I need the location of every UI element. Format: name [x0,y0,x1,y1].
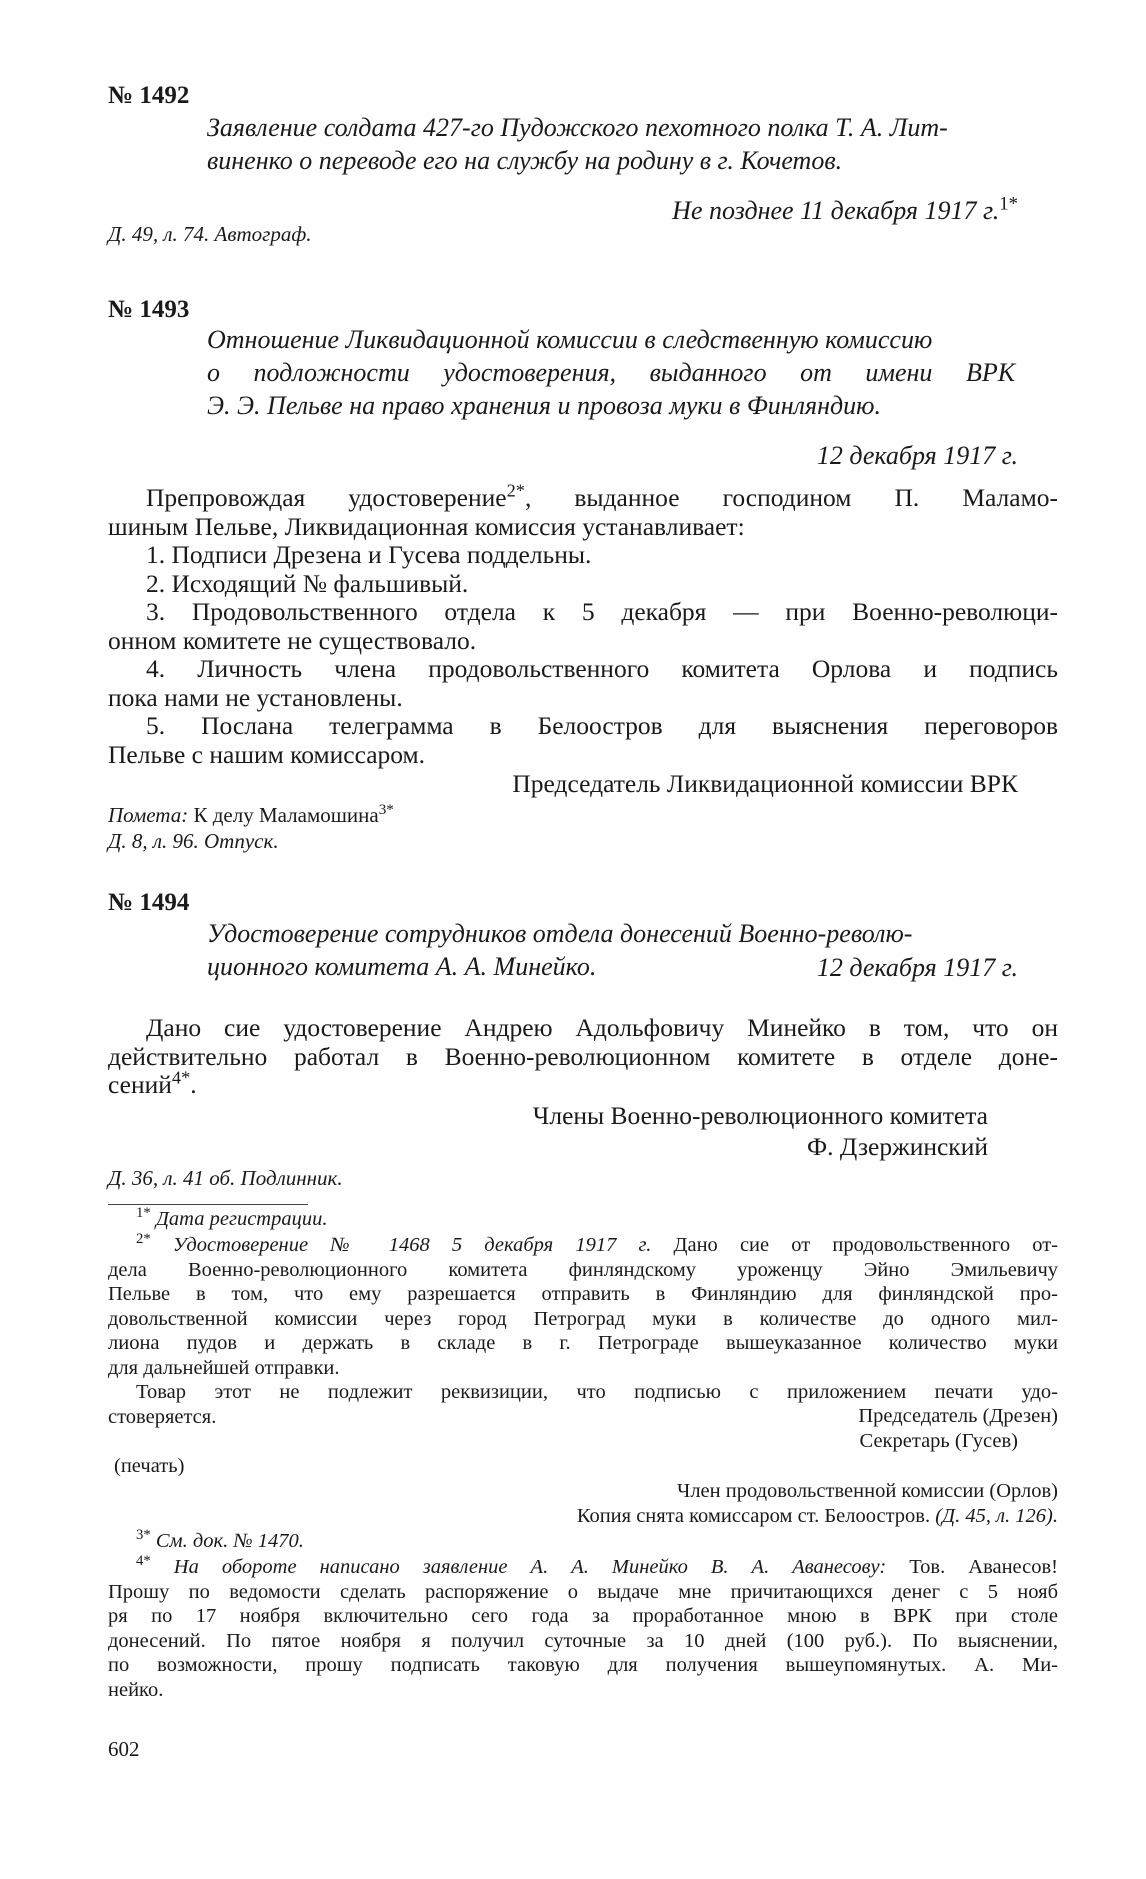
footnote-mark: 4* [136,1553,151,1570]
footnote-text: Дата регистрации. [155,1208,328,1230]
footnote-mark: 1* [136,1205,151,1222]
footnote-italic: На обороте написано заявление А. А. Минейко В. А. Аванесову: [173,1556,887,1578]
copy-note-text: Копия снята комиссаром ст. Белоостров. [576,1505,931,1527]
doc-1494-signature-title: Члены Военно-революционного комитета [532,1101,988,1130]
footnote-line: донесений. По пятое ноября я получил суточные за 10 дней (100 руб.). По выяснении, [108,1629,1058,1652]
doc-1494-title-line: Удостоверение сотрудников отдела донесений Военно-револю- [207,919,913,948]
list-item: онном комитете не существовало. [108,625,477,655]
doc-1494-source: Д. 36, л. 41 об. Подлинник. [108,1166,343,1190]
doc-1493-date: 12 декабря 1917 г. [816,441,1018,470]
list-item: Пельве с нашим комиссаром. [108,739,426,769]
doc-1492-number: № 1492 [108,82,190,109]
fn2-seal: (печать) [114,1455,185,1477]
footnote-3 [136,1527,304,1553]
doc-1492-date [672,193,1018,226]
page-number: 602 [108,1737,140,1761]
footnote-line: довольственной комиссии через город Петроград муки в количестве до одного мил- [108,1307,1058,1330]
list-item: 5. Послана телеграмма в Белоостров для выяснения переговоров [146,711,1058,740]
footnote-line: Пельве в том, что ему разрешается отправить в Финляндию для финляндской про- [108,1283,1058,1305]
doc-1494-signature-name: Ф. Дзержинский [807,1132,988,1161]
footnote-line [108,1555,1058,1580]
footnote-ref-3: 3* [378,802,394,818]
doc-1493-title-line: Отношение Ликвидационной комиссии в следственную комиссию [207,325,933,354]
doc-1493-title-line: о подложности удостоверения, выданного от имени ВРК [207,358,1015,387]
doc-1493-pometa [108,803,394,828]
footnote-line: по возможности, прошу подписать таковую для получения вышеупомянутых. А. Ми- [108,1654,1058,1676]
footnote-line: нейко. [108,1678,164,1701]
fn2-copy-note [577,1505,1058,1528]
fn2-signature-secretary: Секретарь (Гусев) [859,1430,1018,1452]
footnote-italic: Удостоверение № 1468 5 декабря 1917 г. [172,1234,652,1256]
footnote-line: лиона пудов и держать в складе в г. Петрограде вышеуказанное количество муки [108,1332,1058,1354]
doc-1492-title-line: Заявление солдата 427-го Пудожского пехотного полка Т. А. Лит- [207,113,948,142]
body-text: , выданное господином П. Маламо- [524,483,1058,512]
list-item: 4. Личность члена продовольственного комитета Орлова и подпись [146,654,1058,683]
doc-1494-title-line: ционного комитета А. А. Минейко. [207,952,597,981]
footnote-line: ря по 17 ноября включительно сего года за проработанное мною в ВРК при столе [108,1605,1058,1627]
footnote-text: Тов. Аванесов! [886,1556,1059,1578]
body-text: сений [108,1070,172,1099]
doc-1492-date-text: Не позднее 11 декабря 1917 г. [672,196,1000,225]
footnote-mark: 3* [136,1527,151,1544]
body-line: действительно работал в Военно-революционном комитете в отделе доне- [108,1041,1058,1071]
fn2-signature-chairman: Председатель (Дрезен) [858,1405,1058,1427]
fn2-signature-member: Член продовольственной комиссии (Орлов) [677,1480,1058,1502]
list-item: 1. Подписи Дрезена и Гусева поддельны. [146,540,592,569]
footnote-text: См. док. № 1470. [155,1530,304,1552]
footnote-line: дела Военно-революционного комитета финляндскому уроженцу Эйно Эмильевичу [108,1258,1058,1281]
doc-1494-date: 12 декабря 1917 г. [816,953,1018,982]
footnote-2 [108,1233,1058,1429]
body-line: сений$^{4*}$. [108,1067,197,1099]
footnote-ref-4: 4* [171,1067,191,1088]
footnote-line: стоверяется. [108,1405,217,1428]
footnote-1 [136,1205,328,1231]
doc-1493-title-line: Э. Э. Пельве на право хранения и провоза муки в Финляндию. [207,391,881,420]
doc-1494-number: № 1494 [108,889,190,916]
doc-1493-number: № 1493 [108,296,190,323]
body-line: Дано сие удостоверение Андрею Адольфовичу Минейко в том, что он [146,1013,1058,1042]
list-item: 2. Исходящий № фальшивый. [146,568,469,598]
doc-1493-body [108,480,1058,769]
list-item: 3. Продовольственного отдела к 5 декабря — при Военно-революци- [146,597,1058,626]
footnote-ref-2: 2* [506,480,525,501]
doc-1493-signature: Председатель Ликвидационной комиссии ВРК [512,769,1018,798]
body-text: Препровождая удостоверение [146,483,507,512]
doc-1492-source: Д. 49, л. 74. Автограф. [108,222,312,246]
footnote-ref-1: 1* [999,193,1018,215]
body-line: шиным Пельве, Ликвидационная комиссия устанавливает: [108,511,745,541]
footnote-mark: 2* [136,1231,151,1248]
doc-1494-body [108,1014,1058,1100]
footnote-text: Дано сие от продовольственного от- [651,1234,1058,1256]
doc-1492-title-line: виненко о переводе его на службу на родину в г. Кочетов. [207,146,843,175]
list-item: пока нами не установлены. [108,682,403,712]
body-line [108,480,1058,513]
footnote-line: Товар этот не подлежит реквизиции, что подписью с приложением печати удо- [136,1381,1058,1403]
doc-1493-title [207,323,1015,422]
footnote-line [108,1233,1058,1258]
pometa-label: Помета: [108,803,189,827]
pometa-text: К делу Маламошина [188,803,379,827]
doc-1492-title [207,111,1015,177]
footnote-line: для дальнейшей отправки. [108,1356,340,1379]
copy-note-source: (Д. 45, л. 126). [935,1505,1058,1527]
footnote-4 [108,1555,1058,1702]
footnote-line: Прошу по ведомости сделать распоряжение о выдаче мне причитающихся денег с 5 нояб [108,1580,1058,1603]
doc-1493-source: Д. 8, л. 96. Отпуск. [108,829,279,853]
